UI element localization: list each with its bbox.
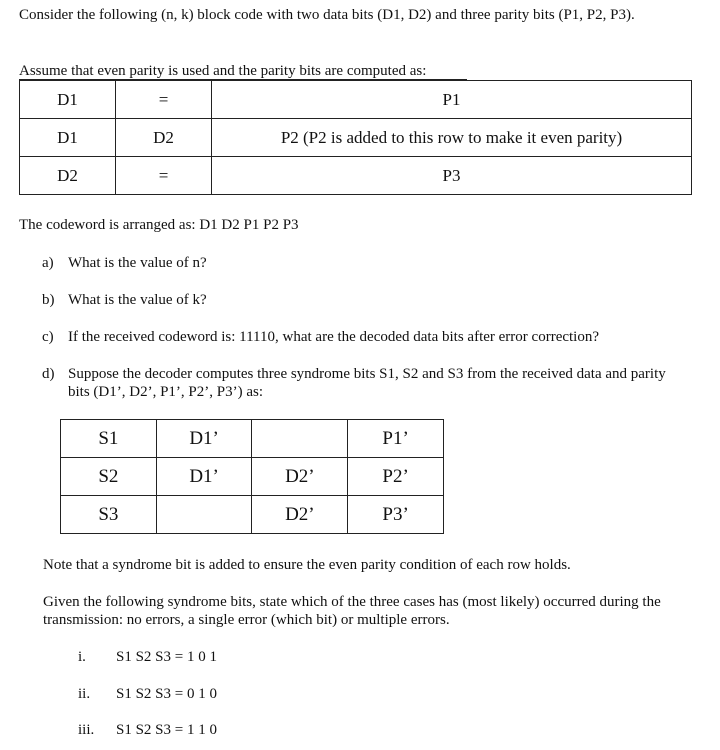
table-cell: D2’ [252, 496, 348, 534]
table-row [20, 81, 692, 119]
question-text: Suppose the decoder computes three syndrome bits S1, S2 and S3 from the received data and parity bits (D1’, D2’, P1’, P2’, P3’) as: [68, 366, 666, 400]
case-label: iii. [78, 722, 95, 738]
question-label: a) [42, 255, 54, 271]
table-cell: = [116, 81, 212, 119]
question-label: c) [42, 329, 54, 345]
note-line: Note that a syndrome bit is added to ensure the even parity condition of each row holds. [43, 557, 571, 573]
intro-paragraph: Consider the following (n, k) block code with two data bits (D1, D2) and three parity bits (P1, P2, P3). [19, 7, 635, 23]
given-paragraph: Given the following syndrome bits, state which of the three cases has (most likely) occurred during the transmission: no errors, a single error (which bit) or multiple errors. [43, 594, 661, 628]
table-cell: D1’ [156, 420, 252, 458]
question-text: What is the value of n? [68, 255, 207, 271]
question-d [42, 365, 682, 401]
table-cell: S2 [61, 458, 157, 496]
case-label: i. [78, 649, 86, 665]
question-c [42, 328, 599, 346]
table-cell: P3’ [348, 496, 444, 534]
case-text: S1 S2 S3 = 1 0 1 [116, 649, 217, 665]
table-cell: D1 [20, 81, 116, 119]
table-cell: P3 [212, 157, 692, 195]
table-cell: D2 [116, 119, 212, 157]
table-cell: P1 [212, 81, 692, 119]
case-text: S1 S2 S3 = 1 1 0 [116, 722, 217, 738]
table-row [20, 119, 692, 157]
table-cell: P1’ [348, 420, 444, 458]
table-cell: D1’ [156, 458, 252, 496]
parity-table [19, 80, 692, 195]
question-label: d) [42, 366, 55, 382]
question-label: b) [42, 292, 55, 308]
table-cell: S1 [61, 420, 157, 458]
case-text: S1 S2 S3 = 0 1 0 [116, 686, 217, 702]
case-item [78, 685, 217, 703]
table-cell: P2 (P2 is added to this row to make it even parity) [212, 119, 692, 157]
assume-line: Assume that even parity is used and the parity bits are computed as: [19, 63, 427, 79]
table-cell: P2’ [348, 458, 444, 496]
case-label: ii. [78, 686, 91, 702]
table-cell: D1 [20, 119, 116, 157]
table-row [61, 420, 444, 458]
table-cell [156, 496, 252, 534]
question-text: What is the value of k? [68, 292, 207, 308]
table-row [61, 458, 444, 496]
codeword-line: The codeword is arranged as: D1 D2 P1 P2 P3 [19, 217, 299, 233]
table-cell: S3 [61, 496, 157, 534]
question-a [42, 254, 207, 272]
question-text: If the received codeword is: 11110, what are the decoded data bits after error correction? [68, 329, 599, 345]
table-cell [252, 420, 348, 458]
syndrome-table [60, 419, 444, 534]
case-item [78, 721, 217, 739]
question-b [42, 291, 207, 309]
case-item [78, 648, 217, 666]
table-cell: = [116, 157, 212, 195]
table-cell: D2 [20, 157, 116, 195]
table-row [61, 496, 444, 534]
table-row [20, 157, 692, 195]
table-cell: D2’ [252, 458, 348, 496]
